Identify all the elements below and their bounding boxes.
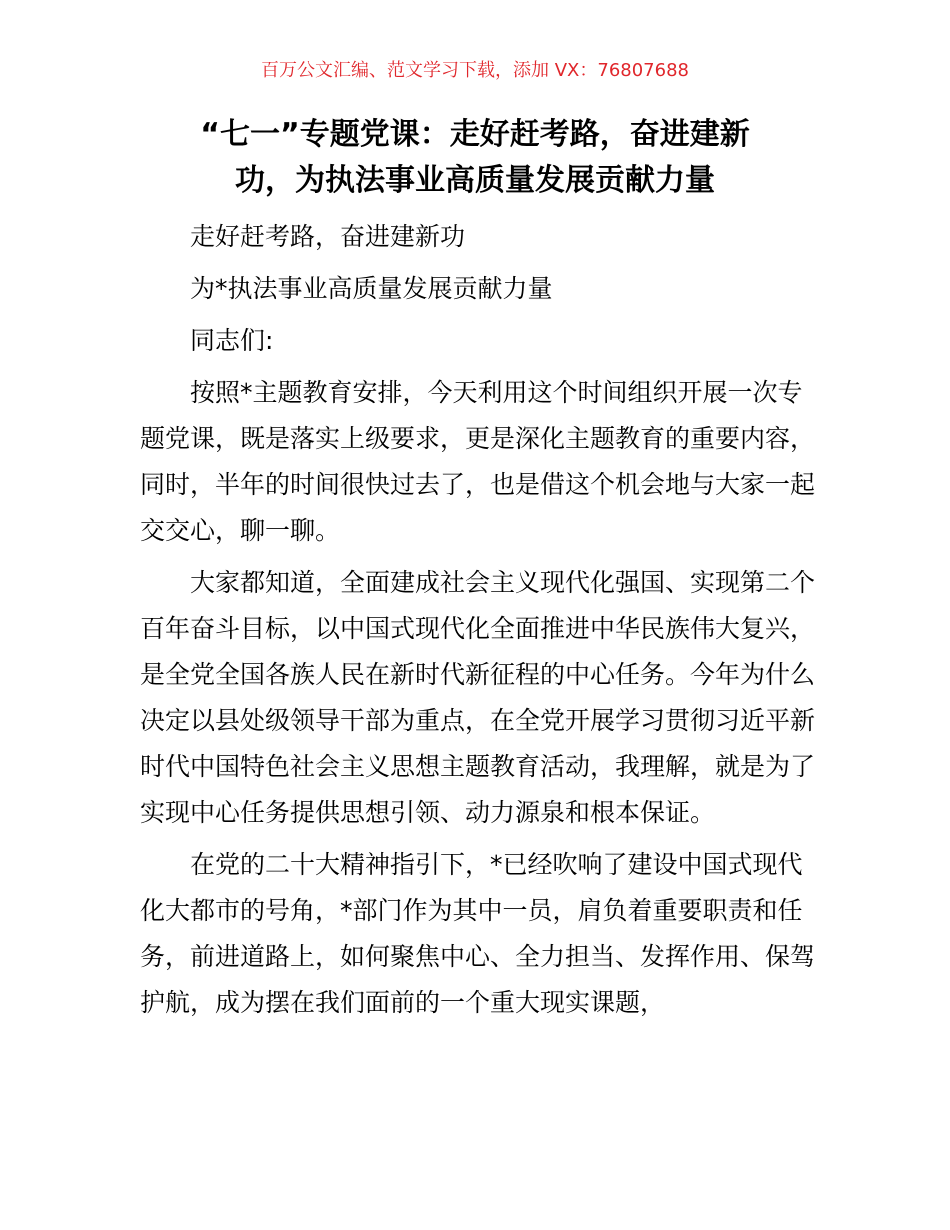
paragraph-line: 为*执法事业高质量发展贡献力量 <box>190 274 553 303</box>
paragraph-line: 时代中国特色社会主义思想主题教育活动，我理解，就是为了 <box>140 752 816 781</box>
paragraph <box>140 842 820 1026</box>
paragraph-line: 化大都市的号角，*部门作为其中一员，肩负着重要职责和任 <box>140 896 803 925</box>
paragraph-line: 大家都知道，全面建成社会主义现代化强国、实现第二个 <box>190 568 816 597</box>
paragraph-line: 是全党全国各族人民在新时代新征程的中心任务。今年为什么 <box>140 660 816 689</box>
paragraph-line: 实现中心任务提供思想引领、动力源泉和根本保证。 <box>140 798 716 827</box>
document-title <box>100 112 850 204</box>
paragraph-line: 在党的二十大精神指引下，*已经吹响了建设中国式现代 <box>190 850 803 879</box>
paragraph-line: 同时，半年的时间很快过去了，也是借这个机会地与大家一起 <box>140 470 816 499</box>
paragraph <box>140 318 820 364</box>
paragraph-line: 交交心，聊一聊。 <box>140 516 341 545</box>
paragraph <box>140 214 820 260</box>
paragraph <box>140 560 820 836</box>
title-line: “七一”专题党课：走好赶考路，奋进建新 <box>200 117 750 152</box>
paragraph <box>140 370 820 554</box>
paragraph-line: 务，前进道路上，如何聚焦中心、全力担当、发挥作用、保驾 <box>140 942 816 971</box>
paragraph-line: 按照*主题教育安排，今天利用这个时间组织开展一次专 <box>190 378 803 407</box>
paragraph-line: 同志们: <box>190 326 274 355</box>
title-line: 功，为执法事业高质量发展贡献力量 <box>235 163 715 198</box>
paragraph-line: 决定以县处级领导干部为重点，在全党开展学习贯彻习近平新 <box>140 706 816 735</box>
watermark-banner: 百万公文汇编、范文学习下载，添加 VX：76807688 <box>261 60 689 81</box>
paragraph-line: 走好赶考路，奋进建新功 <box>190 222 466 251</box>
paragraph-line: 题党课，既是落实上级要求，更是深化主题教育的重要内容， <box>140 424 816 453</box>
paragraph <box>140 266 820 312</box>
paragraph-line: 护航，成为摆在我们面前的一个重大现实课题， <box>140 988 666 1017</box>
document-body <box>140 214 820 1032</box>
paragraph-line: 百年奋斗目标，以中国式现代化全面推进中华民族伟大复兴， <box>140 614 816 643</box>
